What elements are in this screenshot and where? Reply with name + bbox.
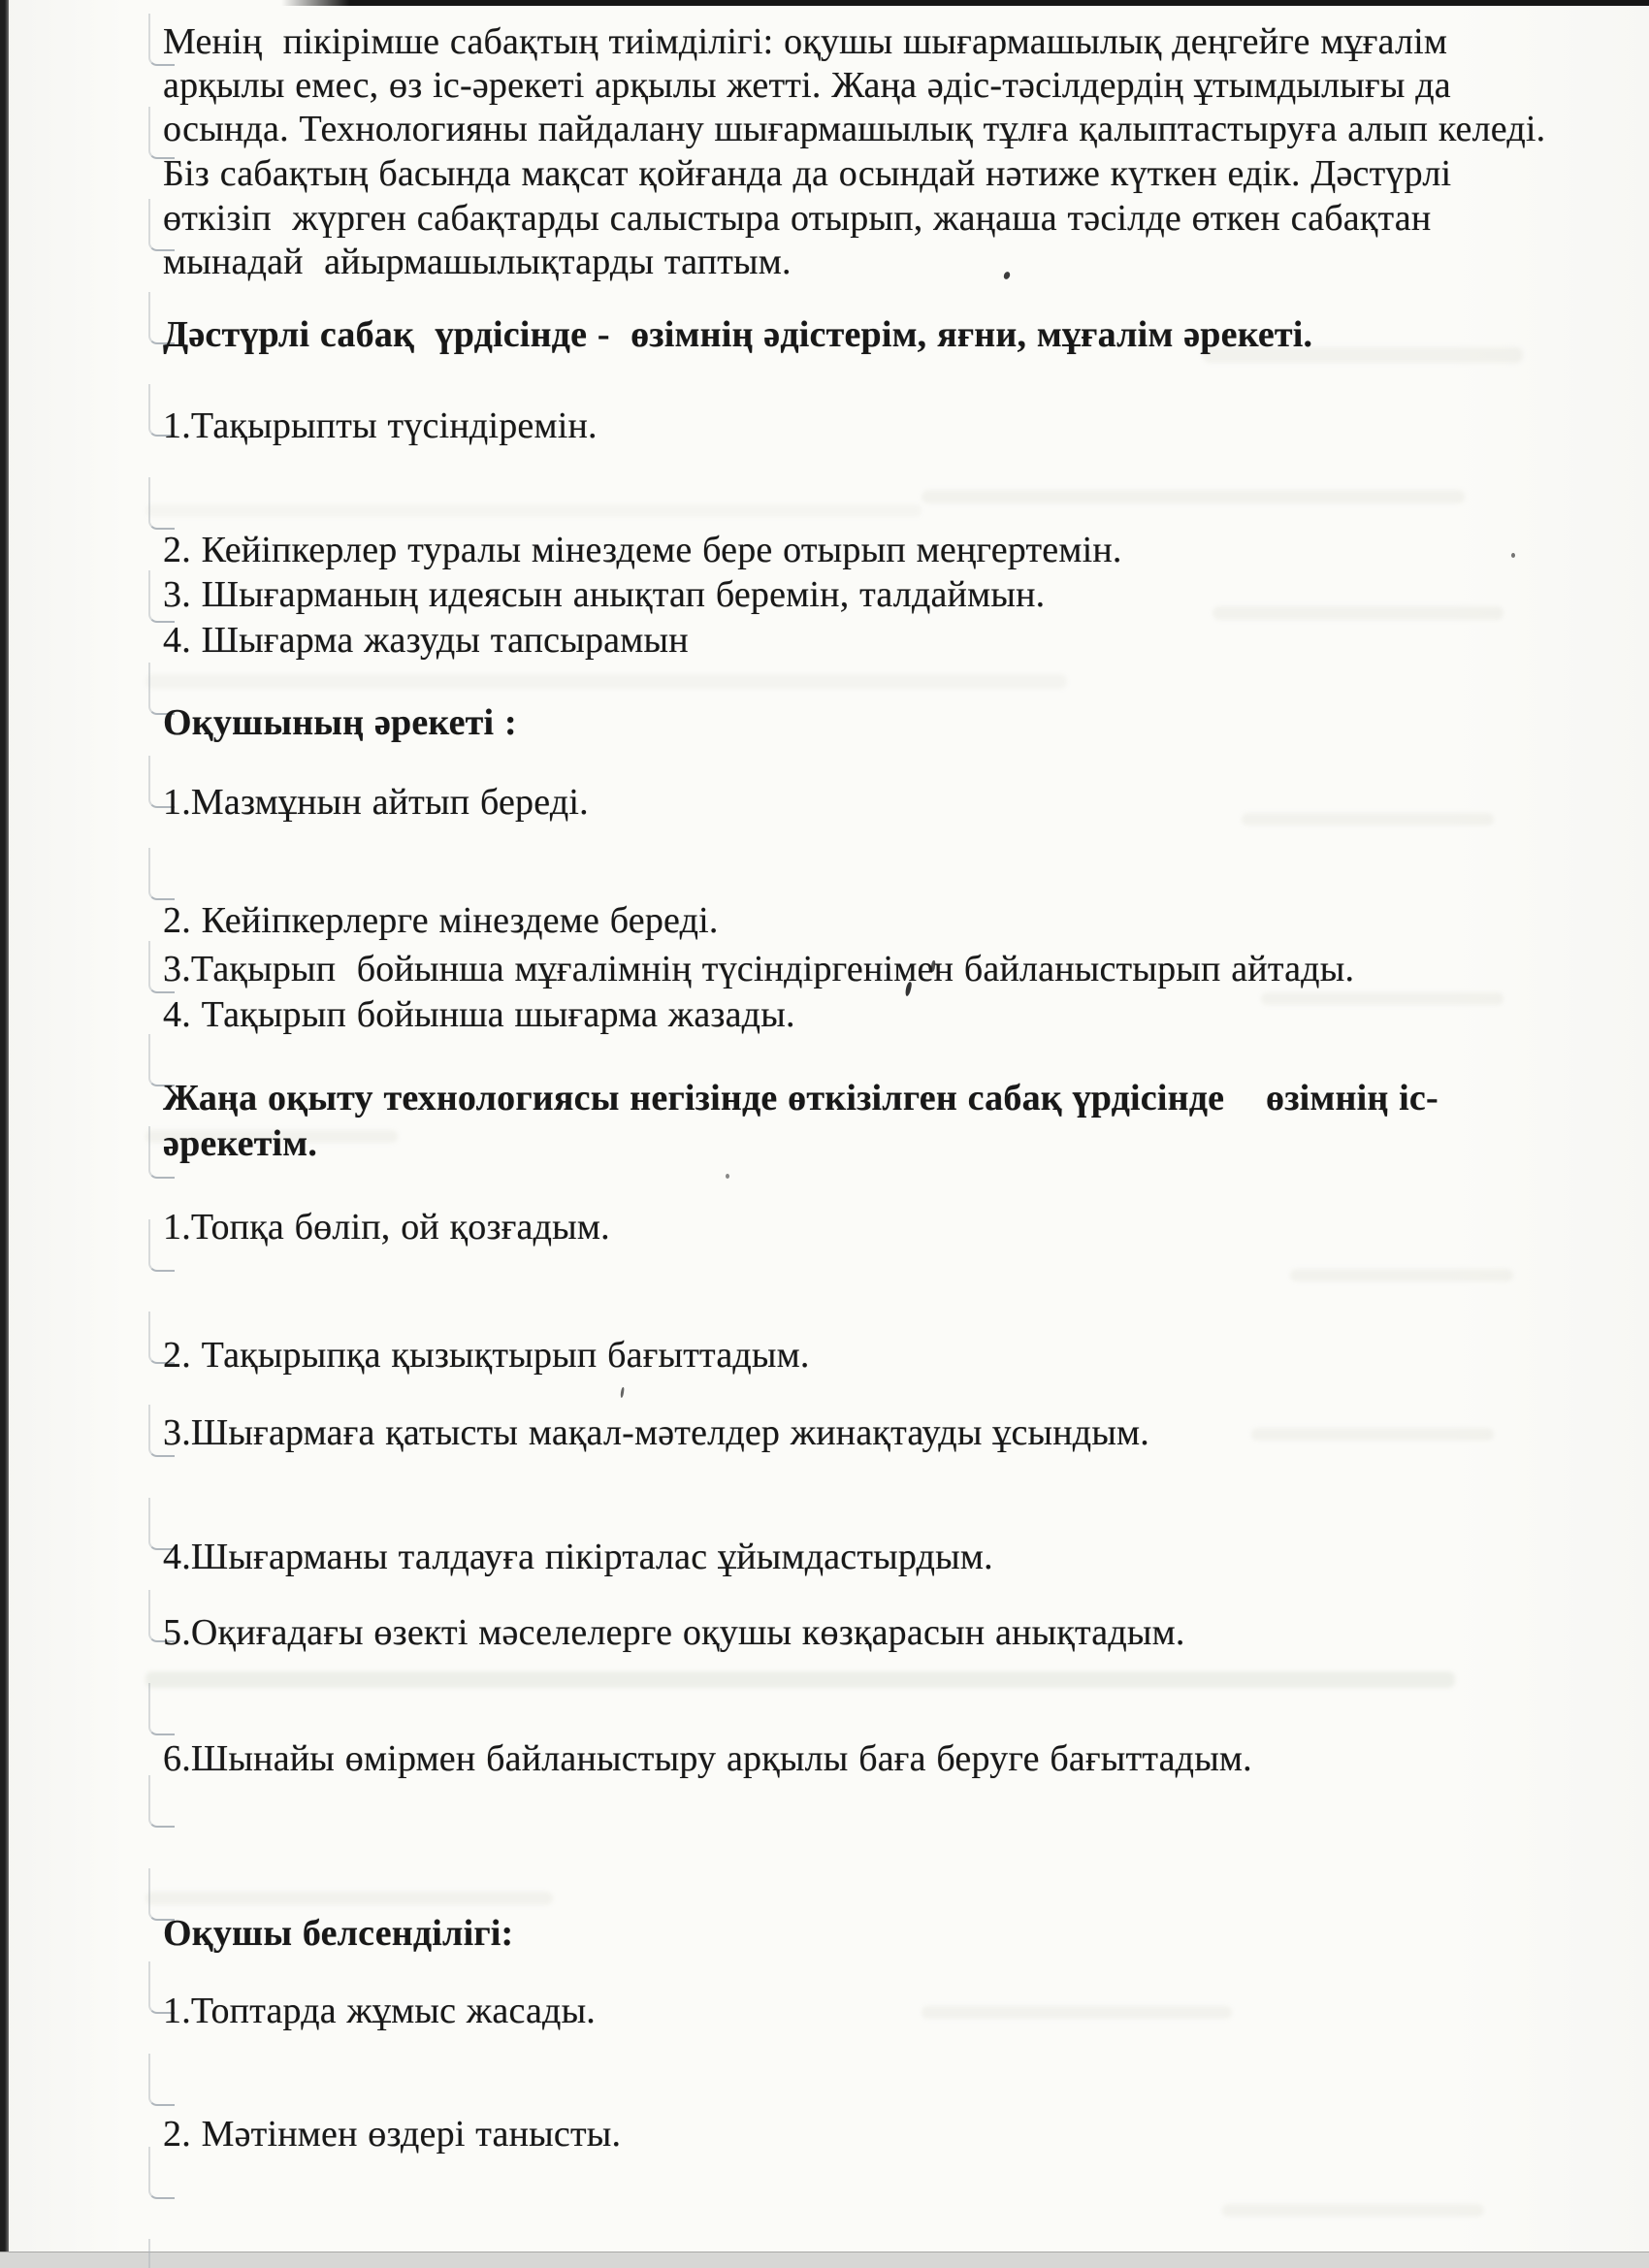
binding-mark	[148, 477, 175, 530]
list-item: 3.Тақырып бойынша мұғалімнің түсіндіргенімен байланыстырып айтады.	[163, 949, 1355, 989]
ink-speck	[620, 1387, 625, 1398]
list-item: 2. Кейіпкерлер туралы мінездеме бере отырып меңгертемін.	[163, 530, 1122, 570]
list-item: 6.Шынайы өмірмен байланыстыру арқылы баға беруге бағыттадым.	[163, 1738, 1252, 1779]
list-item: 1.Топқа бөліп, ой қозғадым.	[163, 1207, 610, 1247]
list-item: 3. Шығарманың идеясын анықтап беремін, талдаймын.	[163, 574, 1046, 615]
list-item: 4.Шығарманы талдауға пікірталас ұйымдастырдым.	[163, 1537, 993, 1577]
scan-artifact	[1212, 606, 1504, 620]
list-item: 1.Топтарда жұмыс жасады.	[163, 1991, 597, 2031]
scan-artifact	[1251, 1428, 1494, 1441]
scan-edge-bottom	[0, 2252, 1649, 2268]
binding-mark	[148, 848, 175, 900]
binding-mark	[148, 2239, 175, 2268]
intro-line: арқылы емес, өз іс-әрекеті арқылы жетті. Жаңа әдіс-тәсілдердің ұтымдылығы да	[163, 65, 1451, 106]
scan-artifact	[146, 504, 922, 517]
section-heading-student-actions: Оқушының әрекеті :	[163, 702, 517, 743]
scan-edge-left	[0, 0, 9, 2268]
intro-line: Біз сабақтың басында мақсат қойғанда да осындай нәтиже күткен едік. Дәстүрлі	[163, 153, 1452, 194]
section-heading-traditional: Дәстүрлі сабақ үрдісінде - өзімнің әдістерім, яғни, мұғалім әрекеті.	[163, 314, 1313, 355]
scan-artifact	[146, 1892, 553, 1905]
scan-artifact	[1242, 813, 1494, 826]
binding-mark	[148, 1683, 175, 1735]
scan-artifact	[146, 1671, 1455, 1688]
list-item: 4. Шығарма жазуды тапсырамын	[163, 620, 689, 661]
list-item: 1.Тақырыпты түсіндіремін.	[163, 405, 598, 446]
binding-mark	[148, 2054, 175, 2106]
list-item: 5.Оқиғадағы өзекті мәселелерге оқушы көзқарасын анықтадым.	[163, 1612, 1185, 1653]
intro-line: Менің пікірімше сабақтың тиімділігі: оқушы шығармашылық деңгейге мұғалім	[163, 21, 1448, 62]
intro-line: мынадай айырмашылықтарды таптым.	[163, 242, 792, 282]
scan-artifact	[922, 2006, 1232, 2019]
intro-line: өткізіп жүрген сабақтарды салыстыра отырып, жаңаша тәсілде өткен сабақтан	[163, 198, 1432, 239]
ink-speck	[1003, 271, 1012, 280]
list-item: 4. Тақырып бойынша шығарма жазады.	[163, 994, 795, 1035]
scan-artifact	[1261, 992, 1504, 1005]
scan-edge-top	[281, 0, 1649, 6]
list-item: 2. Кейіпкерлерге мінездеме береді.	[163, 900, 719, 941]
list-item: 2. Тақырыпқа қызықтырып бағыттадым.	[163, 1335, 810, 1376]
scan-artifact	[1222, 2204, 1484, 2217]
section-heading-new-technology: Жаңа оқыту технологиясы негізінде өткізілген сабақ үрдісінде өзімнің іс-	[163, 1078, 1439, 1118]
list-item: 2. Мәтінмен өздері танысты.	[163, 2114, 622, 2155]
scan-artifact	[1290, 1269, 1513, 1281]
binding-mark	[148, 1775, 175, 1828]
intro-line: осында. Технологияны пайдалану шығармашылық тұлға қалыптастыруға алып келеді.	[163, 109, 1546, 149]
section-heading-new-technology-cont: әрекетім.	[163, 1123, 318, 1164]
section-heading-student-activity: Оқушы белсенділігі:	[163, 1913, 514, 1954]
scan-artifact	[146, 674, 1067, 689]
ink-speck	[1511, 553, 1515, 558]
list-item: 1.Мазмұнын айтып береді.	[163, 782, 589, 823]
scan-artifact	[922, 490, 1465, 503]
ink-speck	[726, 1174, 729, 1179]
list-item: 3.Шығармаға қатысты мақал-мәтелдер жинақтауды ұсындым.	[163, 1412, 1149, 1453]
